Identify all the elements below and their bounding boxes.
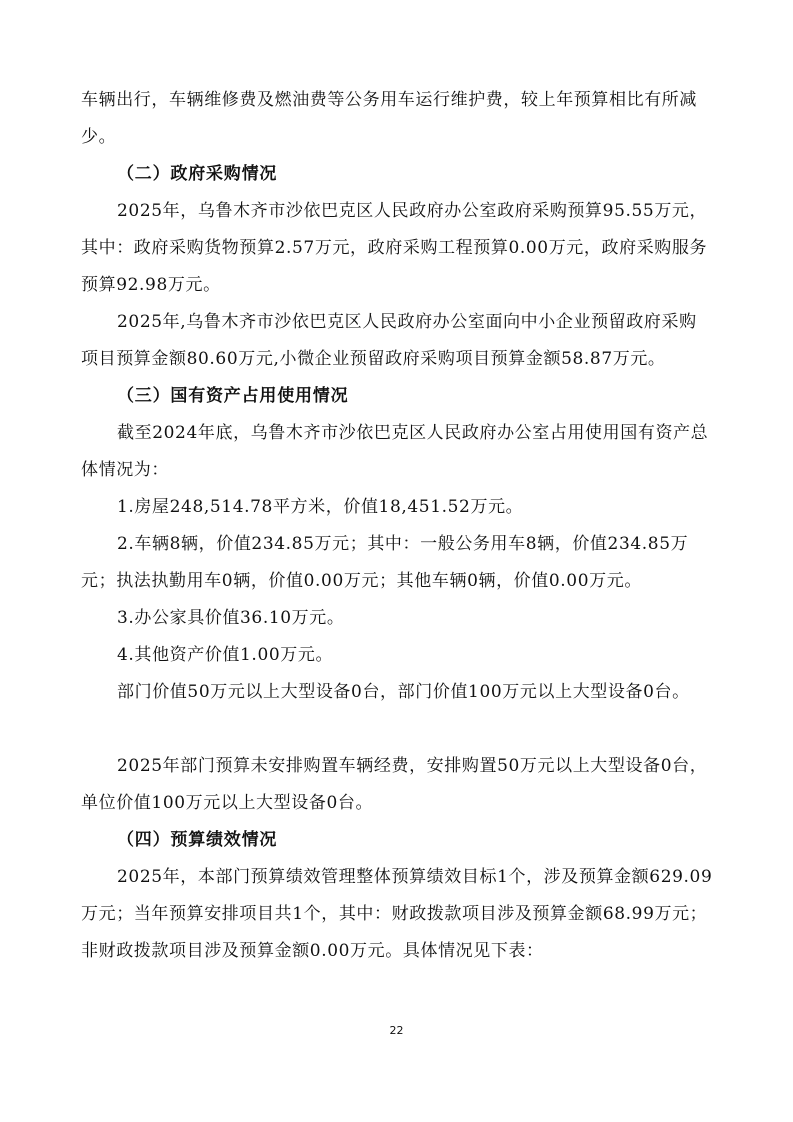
paragraph-procurement-budget: 2025年，乌鲁木齐市沙依巴克区人民政府办公室政府采购预算95.55万元，其中：政府采购货物预算2.57万元，政府采购工程预算0.00万元，政府采购服务预算92.98万元。: [81, 201, 708, 295]
paragraph-asset-vehicles: 2.车辆8辆，价值234.85万元；其中：一般公务用车8辆，价值234.85万元；执法执勤用车0辆，价值0.00万元；其他车辆0辆，价值0.00万元。: [81, 534, 689, 591]
paragraph-purchase-plan: 2025年部门预算未安排购置车辆经费，安排购置50万元以上大型设备0台，单位价值100万元以上大型设备0台。: [81, 756, 708, 813]
paragraph-vehicle-cost-continuation: 车辆出行，车辆维修费及燃油费等公务用车运行维护费，较上年预算相比有所减少。: [81, 90, 697, 147]
paragraph-asset-intro: 截至2024年底，乌鲁木齐市沙依巴克区人民政府办公室占用使用国有资产总体情况为：: [81, 423, 709, 480]
paragraph-performance: 2025年，本部门预算绩效管理整体预算绩效目标1个，涉及预算金额629.09万元；当年预算安排项目共1个，其中：财政拨款项目涉及预算金额68.99万元；非财政拨款项目涉及预算金额0.00万元。具体情况见下表：: [81, 867, 713, 961]
paragraph-asset-furniture: 3.办公家具价值36.10万元。: [117, 608, 345, 628]
paragraph-large-equipment: 部门价值50万元以上大型设备0台，部门价值100万元以上大型设备0台。: [117, 682, 690, 702]
paragraph-asset-buildings: 1.房屋248,514.78平方米，价值18,451.52万元。: [117, 497, 524, 517]
paragraph-asset-other: 4.其他资产价值1.00万元。: [117, 645, 334, 665]
page-number: 22: [389, 1024, 404, 1037]
heading-government-procurement: （二）政府采购情况: [117, 164, 278, 184]
paragraph-sme-procurement: 2025年,乌鲁木齐市沙依巴克区人民政府办公室面向中小企业预留政府采购项目预算金额80.60万元,小微企业预留政府采购项目预算金额58.87万元。: [81, 312, 697, 369]
heading-performance: （四）预算绩效情况: [117, 830, 278, 850]
heading-state-assets: （三）国有资产占用使用情况: [117, 386, 349, 406]
